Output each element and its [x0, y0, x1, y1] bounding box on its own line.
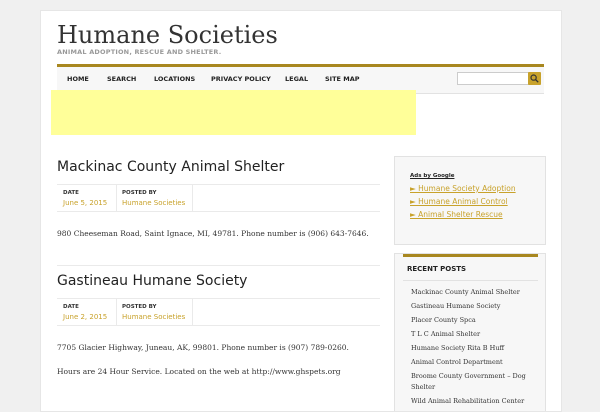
- nav-item-locations[interactable]: LOCATIONS: [154, 75, 196, 83]
- post-divider: [57, 265, 380, 266]
- nav-item-legal[interactable]: LEGAL: [285, 75, 309, 83]
- date-label: DATE: [63, 304, 79, 310]
- post-title[interactable]: Gastineau Humane Society: [57, 273, 248, 289]
- sidebar-ads-widget: [394, 156, 546, 245]
- nav-item-privacy-policy[interactable]: PRIVACY POLICY: [211, 75, 271, 83]
- widget-accent-bar: [403, 254, 538, 257]
- widget-title: RECENT POSTS: [407, 265, 467, 273]
- post-title[interactable]: Mackinac County Animal Shelter: [57, 159, 285, 175]
- recent-posts-widget: [394, 253, 546, 412]
- posted-by-label: POSTED BY: [122, 190, 157, 196]
- ads-by-google-link[interactable]: Ads by Google: [410, 173, 455, 179]
- nav-item-site-map[interactable]: SITE MAP: [325, 75, 360, 83]
- ad-link[interactable]: ► Humane Animal Control: [410, 197, 508, 206]
- search-button[interactable]: [528, 72, 541, 85]
- page-container: [40, 10, 562, 412]
- search-input[interactable]: [457, 72, 529, 85]
- nav-item-search[interactable]: SEARCH: [107, 75, 137, 83]
- nav-item-home[interactable]: HOME: [67, 75, 89, 83]
- recent-post-link[interactable]: Broome County Government – Dog: [411, 372, 526, 380]
- recent-post-link[interactable]: Humane Society Rita B Huff: [411, 344, 505, 352]
- ad-link[interactable]: ► Humane Society Adoption: [410, 184, 516, 193]
- site-tagline: ANIMAL ADOPTION, RESCUE AND SHELTER.: [57, 48, 222, 56]
- post-author: [116, 185, 193, 211]
- posted-by-label: POSTED BY: [122, 304, 157, 310]
- post-body: 980 Cheeseman Road, Saint Ignace, MI, 49781. Phone number is (906) 643-7646.: [57, 229, 369, 238]
- site-title[interactable]: Humane Societies: [57, 21, 278, 49]
- author-link[interactable]: Humane Societies: [122, 313, 186, 321]
- search-icon: [530, 74, 539, 83]
- recent-post-link[interactable]: Placer County Spca: [411, 316, 476, 324]
- post-body: Hours are 24 Hour Service. Located on the web at http://www.ghspets.org: [57, 367, 341, 376]
- post-meta: [57, 184, 380, 212]
- author-link[interactable]: Humane Societies: [122, 199, 186, 207]
- post-body: 7705 Glacier Highway, Juneau, AK, 99801. Phone number is (907) 789-0260.: [57, 343, 349, 352]
- recent-post-link[interactable]: T L C Animal Shelter: [411, 330, 481, 338]
- ad-link[interactable]: ► Animal Shelter Rescue: [410, 210, 503, 219]
- recent-post-link[interactable]: Gastineau Humane Society: [411, 302, 501, 310]
- recent-post-link[interactable]: Mackinac County Animal Shelter: [411, 288, 520, 296]
- recent-post-link[interactable]: Shelter: [411, 383, 436, 391]
- post-meta: [57, 298, 380, 326]
- post-date: [57, 299, 117, 325]
- recent-post-link[interactable]: Wild Animal Rehabilitation Center: [411, 397, 525, 405]
- date-label: DATE: [63, 190, 79, 196]
- post-date: [57, 185, 117, 211]
- date-value[interactable]: June 5, 2015: [63, 199, 108, 207]
- widget-divider: [403, 280, 538, 281]
- recent-post-link[interactable]: Animal Control Department: [411, 358, 503, 366]
- ad-banner[interactable]: [51, 90, 416, 135]
- date-value[interactable]: June 2, 2015: [63, 313, 108, 321]
- post-author: [116, 299, 193, 325]
